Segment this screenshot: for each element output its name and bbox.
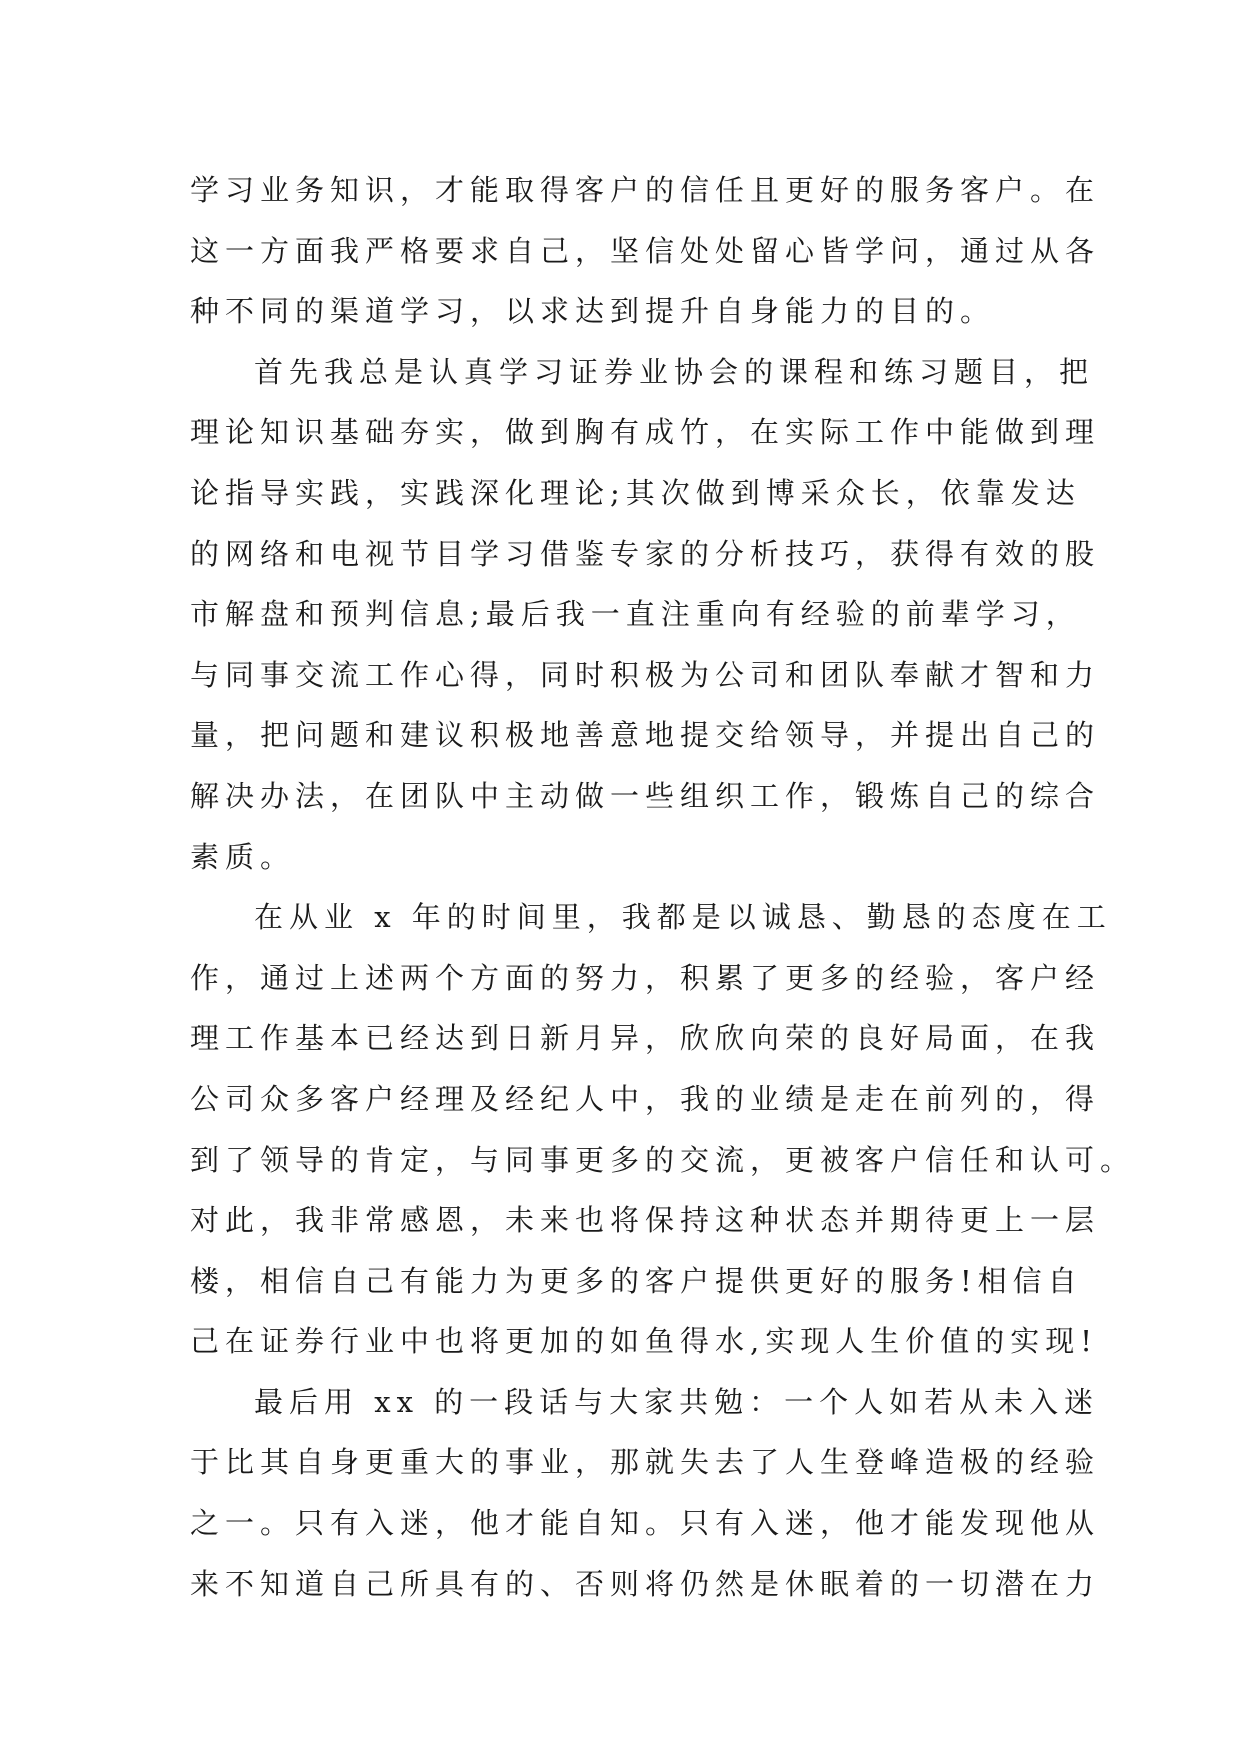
text-line: 市解盘和预判信息;最后我一直注重向有经验的前辈学习， <box>190 597 1081 632</box>
text-line: 于比其自身更重大的事业，那就失去了人生登峰造极的经验 <box>190 1445 1101 1480</box>
text-line: 对此，我非常感恩，未来也将保持这种状态并期待更上一层 <box>190 1203 1101 1238</box>
text-line: 公司众多客户经理及经纪人中，我的业绩是走在前列的，得 <box>190 1081 1101 1116</box>
text-line: 素质。 <box>190 839 296 874</box>
text-line: 量，把问题和建议积极地善意地提交给领导，并提出自己的 <box>190 718 1101 753</box>
document-body <box>190 160 1136 1614</box>
text-line: 理论知识基础夯实，做到胸有成竹，在实际工作中能做到理 <box>190 415 1101 450</box>
paragraph-1 <box>190 160 1101 342</box>
text-line: 到了领导的肯定，与同事更多的交流，更被客户信任和认可。 <box>190 1142 1136 1177</box>
text-line: 作，通过上述两个方面的努力，积累了更多的经验，客户经 <box>190 960 1101 995</box>
text-line: 楼，相信自己有能力为更多的客户提供更好的服务!相信自 <box>190 1263 1083 1298</box>
text-line: 种不同的渠道学习，以求达到提升自身能力的目的。 <box>190 294 996 329</box>
text-line: 论指导实践，实践深化理论;其次做到博采众长，依靠发达 <box>190 475 1081 510</box>
text-line: 在从业 x 年的时间里，我都是以诚恳、勤恳的态度在工 <box>254 900 1112 935</box>
text-line: 来不知道自己所具有的、否则将仍然是休眠着的一切潜在力 <box>190 1566 1101 1601</box>
text-line: 己在证券行业中也将更加的如鱼得水,实现人生价值的实现! <box>190 1324 1098 1359</box>
text-line: 之一。只有入迷，他才能自知。只有入迷，他才能发现他从 <box>190 1506 1101 1541</box>
paragraph-3 <box>190 887 1136 1372</box>
text-line: 解决办法，在团队中主动做一些组织工作，锻炼自己的综合 <box>190 778 1101 813</box>
paragraph-2 <box>190 342 1101 887</box>
text-line: 这一方面我严格要求自己，坚信处处留心皆学问，通过从各 <box>190 233 1101 268</box>
text-line: 理工作基本已经达到日新月异，欣欣向荣的良好局面，在我 <box>190 1021 1101 1056</box>
text-line: 最后用 xx 的一段话与大家共勉：一个人如若从未入迷 <box>254 1384 1100 1419</box>
text-line: 与同事交流工作心得，同时积极为公司和团队奉献才智和力 <box>190 657 1101 692</box>
text-line: 的网络和电视节目学习借鉴专家的分析技巧，获得有效的股 <box>190 536 1101 571</box>
text-line: 学习业务知识，才能取得客户的信任且更好的服务客户。在 <box>190 173 1101 207</box>
paragraph-4 <box>190 1372 1101 1614</box>
text-line: 首先我总是认真学习证券业协会的课程和练习题目，把 <box>254 354 1095 389</box>
